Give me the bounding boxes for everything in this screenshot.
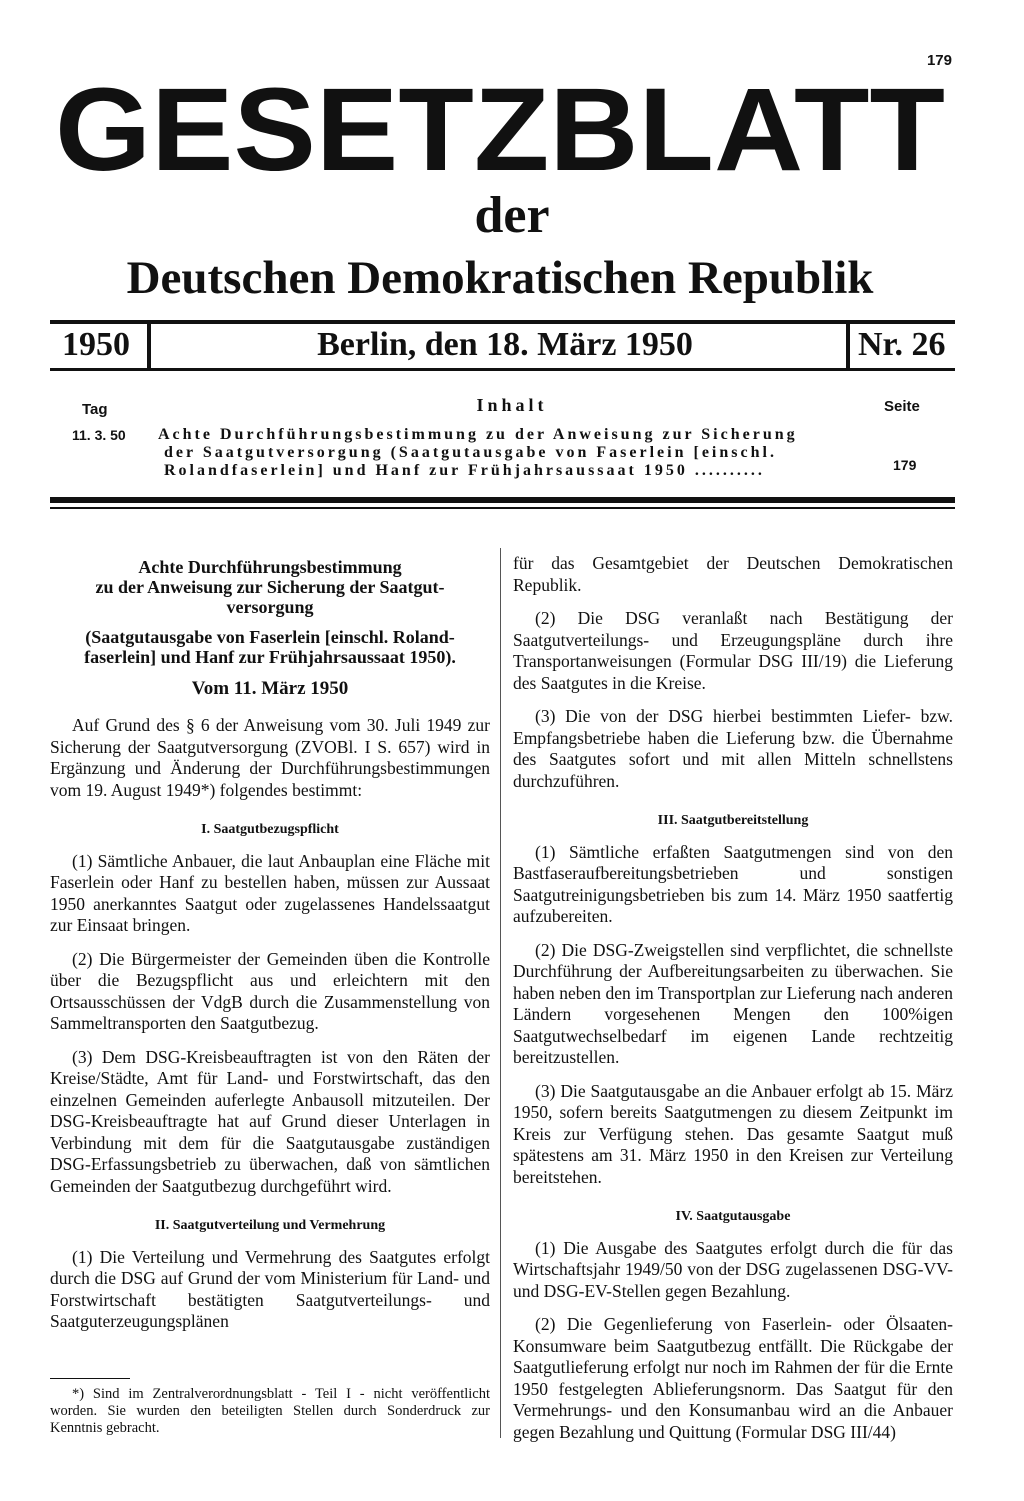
issue-bar-top-rule [50,320,955,324]
issue-divider-right [846,322,850,368]
issue-number: Nr. 26 [858,326,946,363]
toc-entry-date: 11. 3. 50 [72,427,126,443]
section-2-para-1: (1) Die Verteilung und Vermehrung des Saatgutes erfolgt durch die DSG auf Grund der vom Ministerium für Land- und Forstwirtschaft bestätigten Saatgutverteilungs- und Saatguterzeugungsplänen [50,1246,490,1331]
masthead-der: der [474,187,550,244]
section-3-para-2: (2) Die DSG-Zweigstellen sind verpflichtet, die schnellste Durchführung der Aufbereitungsarbeiten zu überwachen. Sie haben neben den im Transportplan zur Lieferung nach anderen Ländern vorgesehenen Mengen den 100%igen Saatgutwechselbedarf im eigenen Lande rechtzeitig bereitzustellen. [513,939,953,1067]
section-1-para-2: (2) Die Bürgermeister der Gemeinden üben die Kontrolle über die Bezugspflicht aus und erleichtern mit den Ortsausschüssen der VdgB durch die Zusammenstellung von Sammeltransporten den Saatgutbezug. [50,948,490,1033]
page-number: 179 [926,52,952,69]
section-3-heading: III. Saatgutbereitstellung [657,813,809,828]
section-2-heading: II. Saatgutverteilung und Vermehrung [154,1218,386,1233]
masthead-subtitle: Deutschen Demokratischen Republik [126,252,874,304]
masthead-title [50,70,950,190]
issue-place-date: Berlin, den 18. März 1950 [317,326,693,363]
footnote-text: *) Sind im Zentralverordnungsblatt - Teil I - nicht veröffentlicht worden. Sie wurden den beteiligten Stellen durch Sonderdruck zur Kenntnis gebracht. [50,1386,490,1436]
article-date: Vom 11. März 1950 [191,678,349,699]
issue-divider-left [147,322,151,368]
article-subtitle [50,627,490,667]
section-3-para-3: (3) Die Saatgutausgabe an die Anbauer erfolgt ab 15. März 1950, sofern bereits Saatgutmengen zu diesem Zeitpunkt im Kreis zur Verfügung stehen. Das gesamte Saatgut muß spätestens am 31. März 1950 in den Kreisen zur Verteilung bereitstehen. [513,1080,953,1187]
article-title-line: Achte Durchführungsbestimmung [138,557,402,577]
toc-seite-label: Seite [884,398,920,415]
toc-rule-thin [50,507,955,509]
section-1-para-3: (3) Dem DSG-Kreisbeauftragten ist von den Räten der Kreise/Städte, Amt für Land- und Forstwirtschaft, das den einzelnen Gemeinden auferlegte Anbausoll mitzuteilen. Der DSG-Kreisbeauftragte hat auf Grund dieser Unterlagen in Verbindung mit dem für die Saatgutausgabe zuständigen DSG-Erfassungsbetrieb zu überwachen, daß von sämtlichen Gemeinden der Saatgutbezug durchgeführt wird. [50,1046,490,1196]
right-column [513,553,953,1455]
toc-entry-line: Achte Durchführungsbestimmung zu der Anweisung zur Sicherung [158,426,798,443]
column-divider [500,548,501,1438]
intro-paragraph: Auf Grund des § 6 der Anweisung vom 30. Juli 1949 zur Sicherung der Saatgutversorgung (ZVOBl. I S. 657) wird in Ergänzung und Änderung der Durchführungsbestimmungen vom 19. August 1949*) folgendes bestimmt: [50,715,490,800]
article-subtitle-line: (Saatgutausgabe von Faserlein [einschl. Roland- [85,627,455,647]
section-1-para-1: (1) Sämtliche Anbauer, die laut Anbauplan eine Fläche mit Faserlein oder Hanf zu bestellen haben, müssen zur Aussaat 1950 anerkanntes Saatgut oder zugelassenes Handelssaatgut zur Einsaat bringen. [50,850,490,935]
section-4-para-2: (2) Die Gegenlieferung von Faserlein- oder Ölsaaten-Konsumware beim Saatgutbezug entfällt. Die Rückgabe der Saatgutlieferung erfolgt nur noch im Rahmen der für die Ernte 1950 festgelegten Ablieferungsnorm. Das Saatgut für den Vermehrungs- und den Konsumanbau wird an die Anbauer gegen Bezahlung und Quittung (Formular DSG III/44) [513,1314,953,1442]
footnote-rule [50,1378,130,1379]
section-4-para-1: (1) Die Ausgabe des Saatgutes erfolgt durch die für das Wirtschaftsjahr 1949/50 von der DSG zugelassenen DSG-VV- und DSG-EV-Stellen gegen Bezahlung. [513,1237,953,1301]
section-2-para-1-continued: für das Gesamtgebiet der Deutschen Demokratischen Republik. [513,553,953,595]
section-3-para-1: (1) Sämtliche erfaßten Saatgutmengen sind von den Bastfaseraufbereitungsbetrieben und sonstigen Saatgutreinigungsbetrieben bis zum 14. März 1950 saatfertig aufzubereiten. [513,841,953,926]
section-4-heading: IV. Saatgutausgabe [675,1209,791,1224]
toc-entry [158,426,858,480]
toc-entry-line: Rolandfaserlein] und Hanf zur Frühjahrsaussaat 1950 .......... [164,462,765,479]
toc-rule-thick [50,497,955,503]
article-title-line: versorgung [226,597,314,617]
section-2-para-3: (3) Die von der DSG hierbei bestimmten Liefer- bzw. Empfangsbetriebe haben die Lieferung bzw. die Übernahme des Saatgutes sofort und mit allen Mitteln schnellstens durchzuführen. [513,706,953,791]
article-title [50,557,490,617]
issue-year: 1950 [62,326,130,363]
toc-entry-page: 179 [893,457,917,473]
left-column [50,557,490,1345]
issue-bar-bottom-rule [50,368,955,371]
section-1-heading: I. Saatgutbezugspflicht [201,822,339,837]
section-2-para-2: (2) Die DSG veranlaßt nach Bestätigung der Saatgutverteilungs- und Erzeugungspläne durch ihre Transportanweisungen (Formular DSG III/19) die Lieferung des Saatgutes in die Kreise. [513,608,953,693]
article-subtitle-line: faserlein] und Hanf zur Frühjahrsaussaat 1950). [84,647,456,667]
toc-tag-label: Tag [82,401,108,418]
toc-heading: Inhalt [476,395,548,415]
toc-entry-line: der Saatgutversorgung (Saatgutausgabe von Faserlein [einschl. [164,444,777,461]
footnote [50,1386,490,1437]
masthead-title-text: GESETZBLATT [55,70,945,190]
article-title-line: zu der Anweisung zur Sicherung der Saatgut- [95,577,445,597]
